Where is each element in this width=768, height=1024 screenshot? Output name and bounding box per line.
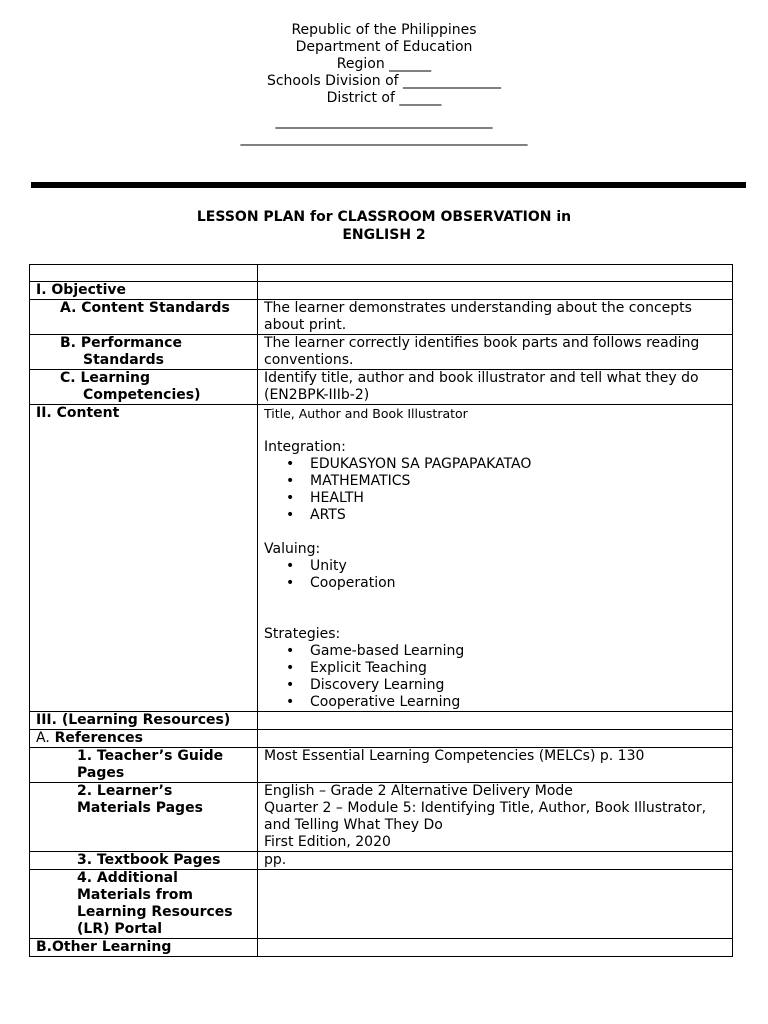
- header-blank-line-2: _________________________________________: [240, 130, 528, 146]
- textbook-pages-value: pp.: [258, 852, 733, 870]
- teachers-guide-value: Most Essential Learning Competencies (MELCs) p. 130: [258, 748, 733, 783]
- table-row: [30, 282, 733, 300]
- list-item: • Cooperative Learning: [310, 694, 726, 711]
- lm-line-3: First Edition, 2020: [264, 834, 391, 850]
- header-divider: [31, 182, 746, 188]
- additional-materials-label: 4. Additional Materials from Learning Resources (LR) Portal: [30, 870, 258, 939]
- lm-line-2: Quarter 2 – Module 5: Identifying Title, Author, Book Illustrator, and Telling What They Do: [264, 800, 707, 833]
- competencies-label: C. Learning Competencies): [60, 370, 201, 403]
- textbook-pages-label: 3. Textbook Pages: [30, 852, 258, 870]
- performance-standards-cell: [30, 335, 258, 370]
- table-row: [30, 405, 733, 712]
- header-division: Schools Division of ______________: [266, 73, 502, 89]
- learners-materials-value: [258, 783, 733, 852]
- table-cell: [258, 712, 733, 730]
- table-row: [30, 370, 733, 405]
- header-department: Department of Education: [295, 39, 473, 55]
- title-line-2: ENGLISH 2: [342, 227, 426, 243]
- list-item: • Cooperation: [310, 575, 726, 592]
- content-topic: Title, Author and Book Illustrator: [264, 406, 468, 421]
- header-region: Region ______: [336, 56, 432, 72]
- table-cell: [258, 282, 733, 300]
- table-cell: [30, 265, 258, 282]
- title-line-1: LESSON PLAN for CLASSROOM OBSERVATION in: [196, 209, 572, 225]
- lesson-plan-table: [29, 264, 733, 957]
- valuing-list: [264, 558, 726, 592]
- table-row: [30, 730, 733, 748]
- integration-list: [264, 456, 726, 524]
- table-row: [30, 852, 733, 870]
- performance-standards-label: B. Performance Standards: [60, 335, 182, 368]
- content-value-cell: [258, 405, 733, 712]
- valuing-label: Valuing:: [264, 541, 321, 557]
- list-item: • HEALTH: [310, 490, 726, 507]
- references-cell: [30, 730, 258, 748]
- content-label: II. Content: [30, 405, 258, 712]
- competencies-cell: [30, 370, 258, 405]
- header-blank-line-1: _______________________________: [275, 113, 493, 129]
- teachers-guide-label: 1. Teacher’s Guide Pages: [30, 748, 258, 783]
- other-learning-label: B.Other Learning: [30, 939, 258, 957]
- header-district: District of ______: [326, 90, 442, 106]
- performance-standards-value: The learner correctly identifies book parts and follows reading conventions.: [258, 335, 733, 370]
- content-standards-label: A. Content Standards: [30, 300, 258, 335]
- lm-line-1: English – Grade 2 Alternative Delivery Mode: [264, 783, 573, 799]
- list-item: • ARTS: [310, 507, 726, 524]
- table-cell: [258, 265, 733, 282]
- page-title: [0, 208, 768, 244]
- references-label: References: [54, 730, 144, 746]
- header-republic: Republic of the Philippines: [291, 22, 477, 38]
- table-row: [30, 712, 733, 730]
- table-cell: [258, 939, 733, 957]
- table-cell: [258, 870, 733, 939]
- table-row: [30, 783, 733, 852]
- strategies-label: Strategies:: [264, 626, 341, 642]
- competencies-value: Identify title, author and book illustrator and tell what they do (EN2BPK-IIIb-2): [258, 370, 733, 405]
- table-cell: [258, 730, 733, 748]
- content-standards-value: The learner demonstrates understanding about the concepts about print.: [258, 300, 733, 335]
- list-item: • Discovery Learning: [310, 677, 726, 694]
- list-item: • MATHEMATICS: [310, 473, 726, 490]
- table-row: [30, 300, 733, 335]
- learners-materials-label: 2. Learner’s Materials Pages: [30, 783, 258, 852]
- table-row: [30, 748, 733, 783]
- strategies-list: [264, 643, 726, 711]
- document-header: [0, 22, 768, 147]
- list-item: • Unity: [310, 558, 726, 575]
- objective-label: I. Objective: [30, 282, 258, 300]
- table-row: [30, 939, 733, 957]
- learning-resources-label: III. (Learning Resources): [30, 712, 258, 730]
- integration-label: Integration:: [264, 439, 346, 455]
- list-item: • EDUKASYON SA PAGPAPAKATAO: [310, 456, 726, 473]
- table-row: [30, 335, 733, 370]
- table-row: [30, 870, 733, 939]
- references-prefix: A.: [36, 730, 50, 746]
- list-item: • Explicit Teaching: [310, 660, 726, 677]
- list-item: • Game-based Learning: [310, 643, 726, 660]
- table-row: [30, 265, 733, 282]
